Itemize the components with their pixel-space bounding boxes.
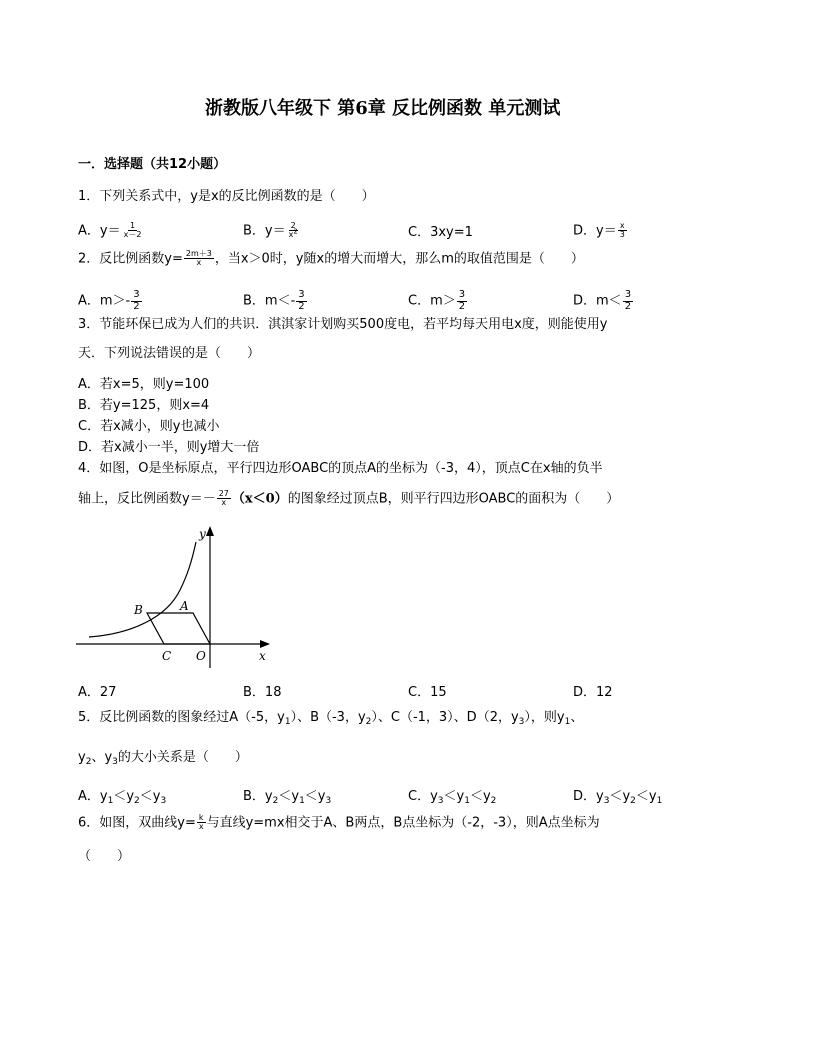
q3-option-d[interactable]: D．若x减小一半，则y增大一倍 [78,440,260,455]
parallelogram-oabc [147,613,210,644]
q2-option-b[interactable]: B．m＜- $\frac{3}{2}$ [243,289,305,312]
q4-option-d[interactable]: D．12 [573,685,613,700]
q3-stem-line1: 3．节能环保已成为人们的共识．淇淇家计划购买500度电，若平均每天用电x度，则能使用y [78,317,608,332]
page-title: 浙教版八年级下 第6章 反比例函数 单元测试 [205,98,561,119]
q2-option-c[interactable]: C．m＞ $\frac{3}{2}$ [408,289,466,312]
q5-option-b[interactable]: B．$y_2<y_1<y_3$ [243,789,332,806]
q4-stem-line2: 轴上，反比例函数y＝－ $\frac{27}{x}$ （x＜0）的图象经过顶点B，则平行四边形OABC的面积为（ ） [78,489,620,508]
q5-option-a[interactable]: A．$y_1<y_2<y_3$ [78,789,167,806]
q3-option-b[interactable]: B．若y=125，则x=4 [78,398,210,413]
hyperbola-curve [89,542,196,637]
q2-option-a[interactable]: A．m＞- $\frac{3}{2}$ [78,289,140,312]
point-b-label: B [134,603,143,617]
q4-option-b[interactable]: B．18 [243,685,282,700]
q5-stem-line1: 5．反比例函数的图象经过A（-5，$y_1$）、B（-3，$y_2$）、C（-1，3）、D（2，$y_3$），则$y_1$、 [78,710,584,727]
y-axis-label: y [199,527,206,541]
q5-option-c[interactable]: C．$y_3<y_1<y_2$ [408,789,497,806]
q5-stem-line2: $y_2$、$y_3$的大小关系是（ ） [78,750,248,767]
x-axis-label: x [259,649,266,663]
q4-option-c[interactable]: C．15 [408,685,447,700]
q1-option-d[interactable]: D．y＝ $\frac{x}{3}$ [573,221,625,240]
q1-stem: 1．下列关系式中，y是x的反比例函数的是（ ） [78,189,375,204]
q3-option-a[interactable]: A．若x=5，则y=100 [78,377,210,392]
q3-stem-line2: 天．下列说法错误的是（ ） [78,346,261,361]
section-heading: 一．选择题（共12小题） [78,157,227,172]
q4-option-a[interactable]: A．27 [78,685,117,700]
q6-stem-line1: 6．如图，双曲线y= $\frac{k}{x}$ 与直线y=mx相交于A、B两点，B点坐标为（-2，-3），则A点坐标为 [78,813,600,832]
q1-option-a[interactable]: A．y＝ $\frac{1}{x-2}$ [78,221,142,240]
point-a-label: A [180,599,189,613]
q2-option-d[interactable]: D．m＜ $\frac{3}{2}$ [573,289,632,312]
q4-stem-line1: 4．如图，O是坐标原点，平行四边形OABC的顶点A的坐标为（-3，4），顶点C在x轴的负半 [78,461,603,476]
q3-option-c[interactable]: C．若x减小，则y也减小 [78,419,220,434]
q6-stem-line2: （ ） [78,849,131,864]
q1-option-b[interactable]: B．y＝ $\frac{2}{x^2}$ [243,221,298,240]
q4-figure [72,522,282,672]
origin-label: O [196,649,206,663]
q2-stem: 2．反比例函数y= $\frac{2m+3}{x}$ ，当x＞0时，y随x的增大而增大，那么m的取值范围是（ ） [78,249,584,268]
q5-option-d[interactable]: D．$y_3<y_2<y_1$ [573,789,663,806]
point-c-label: C [162,649,172,663]
y-axis-arrow-icon [206,526,214,536]
x-axis-arrow-icon [260,640,270,648]
q1-option-c[interactable]: C．3xy=1 [408,225,473,240]
